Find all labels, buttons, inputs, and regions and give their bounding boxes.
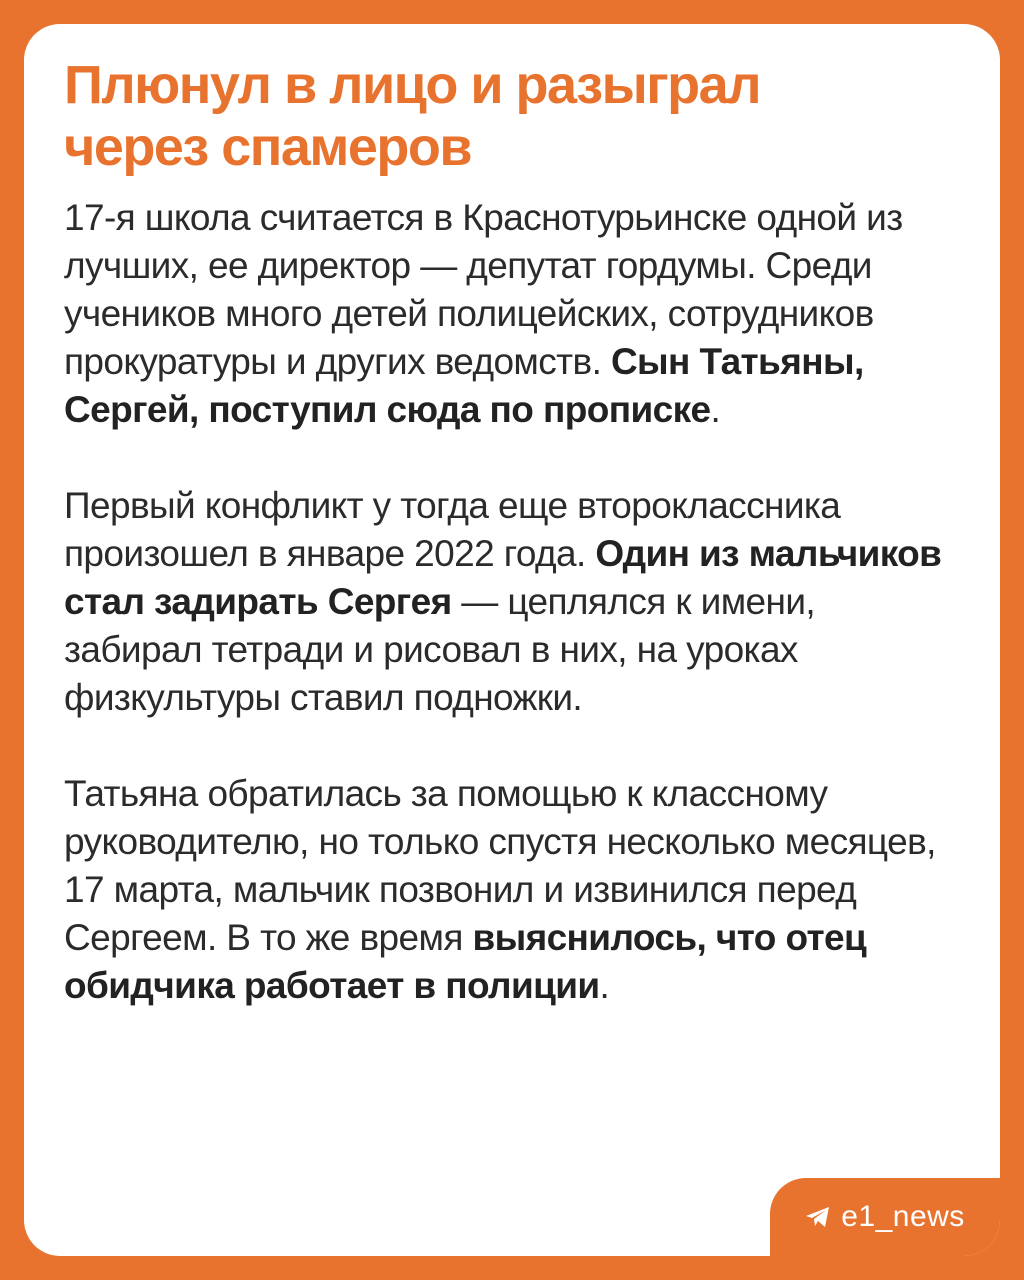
paragraph-2-highlight: Один из мальчиков стал задирать Сергея (64, 533, 942, 622)
paragraph-2 (64, 482, 960, 722)
paragraph-3 (64, 770, 960, 1010)
paragraph-3-text: Татьяна обратилась за помощью к классному руководителю, но только спустя несколько месяцев, 17 марта, мальчик позвонил и извинился перед Сергеем. В то же время (64, 773, 936, 958)
article-title (64, 54, 960, 178)
paragraph-1-text: 17-я школа считается в Краснотурьинске одной из лучших, ее директор — депутат гордумы. Среди учеников много детей полицейских, сотрудников прокуратуры и других ведомств. (64, 197, 903, 382)
paragraph-2-text: Первый конфликт у тогда еще второклассника произошел в январе 2022 года. (64, 485, 841, 574)
paragraph-3-highlight: выяснилось, что отец обидчика работает в полиции (64, 917, 867, 1006)
article-card (24, 24, 1000, 1256)
channel-name: e1_news (841, 1200, 965, 1233)
paragraph-1 (64, 194, 960, 434)
article-title-line-2: через спамеров (64, 117, 472, 177)
telegram-icon (805, 1206, 831, 1228)
paragraph-1-highlight: Сын Татьяны, Сергей, поступил сюда по прописке (64, 341, 864, 430)
paragraph-3-end: . (599, 965, 610, 1006)
paragraph-1-end: . (710, 389, 721, 430)
article-title-line-1: Плюнул в лицо и разыграл (64, 55, 761, 115)
channel-badge[interactable] (770, 1178, 1000, 1256)
paragraph-2-end: — цеплялся к имени, забирал тетради и рисовал в них, на уроках физкультуры ставил подножки. (64, 581, 816, 718)
